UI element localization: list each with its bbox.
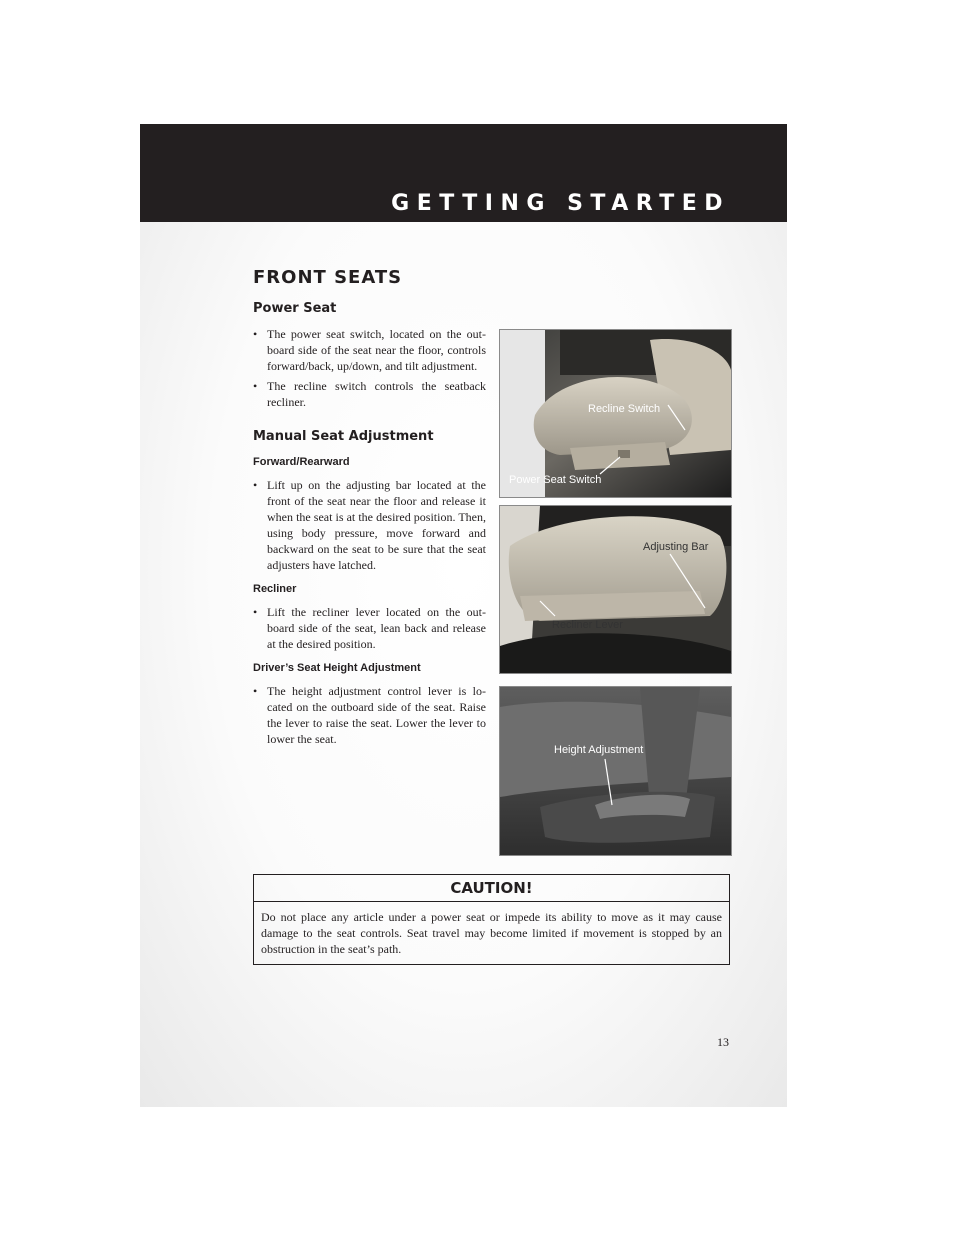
recliner-bullet [253, 604, 486, 652]
power-seat-heading: Power Seat [253, 301, 337, 316]
power-seat-photo [499, 329, 732, 498]
bullet-mark: • [253, 684, 258, 698]
caution-box [253, 874, 730, 965]
adjusting-bar-label: Adjusting Bar [643, 541, 709, 553]
bullet-text: The power seat switch, located on the out-board side of the seat near the floor, controls forward/back, up/down, and tilt adjustment. [267, 327, 486, 373]
recliner-heading: Recliner [253, 583, 297, 595]
caution-title: CAUTION! [254, 875, 729, 902]
height-adjustment-photo [499, 686, 732, 856]
height-adjustment-bullet [253, 683, 486, 747]
power-seat-switch-label: Power Seat Switch [509, 474, 602, 486]
height-adjustment-label: Height Adjustment [554, 744, 644, 756]
forward-rearward-heading: Forward/Rearward [253, 456, 350, 468]
power-seat-bullet-2 [253, 378, 486, 410]
bullet-text: Lift up on the adjusting bar located at the front of the seat near the floor and release it when the seat is at the desired position. Then, using body pressure, move forward and backward on the seat to be sure that the seat adjusters have latched. [267, 478, 486, 572]
height-adjustment-heading: Driver’s Seat Height Adjustment [253, 662, 421, 674]
caution-text: Do not place any article under a power seat or impede its ability to move as it may cause damage to the seat controls. Seat travel may become limited if movement is stopped by an obstruction in the seat’s path. [261, 910, 722, 956]
bullet-text: Lift the recliner lever located on the out-board side of the seat, lean back and release at the desired position. [267, 605, 486, 651]
recline-switch-label: Recline Switch [588, 403, 661, 415]
manual-seat-heading: Manual Seat Adjustment [253, 429, 434, 444]
bullet-mark: • [253, 327, 258, 341]
recliner-lever-label: Recliner Lever [552, 619, 623, 631]
bullet-mark: • [253, 478, 258, 492]
bullet-mark: • [253, 379, 258, 393]
bullet-text: The height adjustment control lever is lo-cated on the outboard side of the seat. Raise the lever to raise the seat. Lower the lever to lower the seat. [267, 684, 486, 746]
section-title: FRONT SEATS [253, 267, 403, 288]
bullet-mark: • [253, 605, 258, 619]
manual-seat-photo [499, 505, 732, 674]
forward-rearward-bullet [253, 477, 486, 573]
bullet-text: The recline switch controls the seatback recliner. [267, 379, 486, 409]
header-band [140, 124, 787, 222]
page-number: 13 [717, 1035, 729, 1049]
manual-page [140, 124, 787, 1107]
power-seat-bullet-1 [253, 326, 486, 374]
chapter-title: GETTING STARTED [391, 191, 730, 216]
